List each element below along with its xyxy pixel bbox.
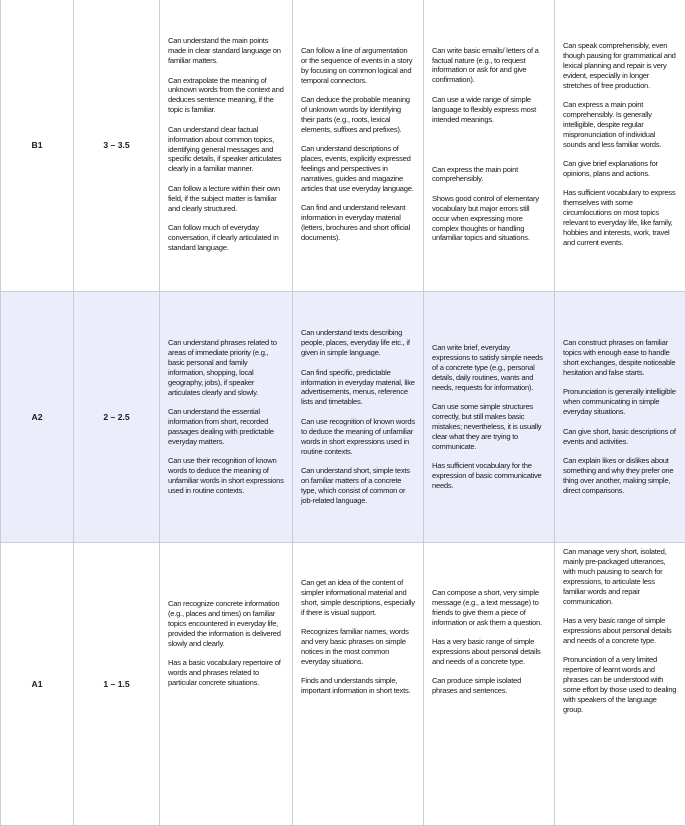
writing-cell [424, 292, 555, 543]
descriptor: Can get an idea of the content of simpler informational material and short, simple descriptions, especially if there is visual support. [301, 578, 415, 618]
speaking-cell [555, 292, 685, 543]
descriptor: Can express a main point comprehensibly. Is generally intelligible, despite regular mispronunciation of individual sounds and less familiar words. [563, 100, 677, 150]
speaking-cell [555, 543, 685, 826]
level-cell: B1 [1, 0, 74, 292]
descriptor: Can write basic emails/ letters of a factual nature (e.g., to request information or ask for and give confirmation). [432, 46, 546, 86]
descriptor: Can compose a short, very simple message (e.g., a text message) to friends to give them a piece of information or ask them a question. [432, 588, 546, 628]
descriptor: Can use some simple structures correctly, but still makes basic mistakes; nevertheless, it is usually clear what they are trying to communicate. [432, 402, 546, 452]
listening-cell [160, 0, 293, 292]
descriptor: Can manage very short, isolated, mainly pre-packaged utterances, with much pausing to search for expressions, to articulate less familiar words and repair communication. [563, 547, 677, 606]
descriptor: Pronunciation of a very limited repertoire of learnt words and phrases can be understood with some effort by those used to dealing with speakers of the language group. [563, 655, 677, 714]
listening-cell [160, 292, 293, 543]
level-cell: A2 [1, 292, 74, 543]
speaking-cell [555, 0, 685, 292]
descriptor: Can speak comprehensibly, even though pausing for grammatical and lexical planning and repair is very evident, especially in longer stretches of free production. [563, 41, 677, 91]
descriptor: Has sufficient vocabulary to express themselves with some circumlocutions on most topics relevant to everyday life, like family, hobbies and interests, work, travel and current events. [563, 188, 677, 247]
descriptor: Shows good control of elementary vocabulary but major errors still occur when expressing more complex thoughts or handling unfamiliar topics and situations. [432, 194, 546, 244]
descriptor: Can extrapolate the meaning of unknown words from the context and deduces sentence meaning, if the topic is familiar. [168, 76, 284, 116]
descriptor: Can give brief explanations for opinions, plans and actions. [563, 159, 677, 179]
score-range-cell: 2 – 2.5 [74, 292, 160, 543]
descriptor: Can understand the main points made in clear standard language on familiar matters. [168, 36, 284, 66]
descriptor: Can express the main point comprehensibly. [432, 165, 546, 185]
level-cell: A1 [1, 543, 74, 826]
descriptor: Finds and understands simple, important information in short texts. [301, 676, 415, 696]
descriptor: Can construct phrases on familiar topics with enough ease to handle short exchanges, despite noticeable hesitation and false starts. [563, 338, 677, 378]
writing-cell [424, 0, 555, 292]
score-range-cell: 1 – 1.5 [74, 543, 160, 826]
descriptor: Can use their recognition of known words to deduce the meaning of unfamiliar words in short expressions used in routine contexts. [168, 456, 284, 496]
descriptor: Can give short, basic descriptions of events and activities. [563, 427, 677, 447]
descriptor: Can find specific, predictable information in everyday material, like advertisements, menus, reference lists and timetables. [301, 368, 415, 408]
score-range-cell: 3 – 3.5 [74, 0, 160, 292]
descriptor: Has a basic vocabulary repertoire of words and phrases related to particular concrete situations. [168, 658, 284, 688]
descriptor: Can understand phrases related to areas of immediate priority (e.g., basic personal and family information, shopping, local geography, jobs), if speaker articulates clearly and slowly. [168, 338, 284, 397]
descriptor: Can use a wide range of simple language to flexibly express most intended meanings. [432, 95, 546, 125]
descriptor: Recognizes familiar names, words and very basic phrases on simple notices in the most common everyday situations. [301, 627, 415, 667]
descriptor: Can follow much of everyday conversation, if clearly articulated in standard language. [168, 223, 284, 253]
descriptor: Can understand short, simple texts on familiar matters of a concrete type, which consist of common or job-related language. [301, 466, 415, 506]
descriptor: Has a very basic range of simple expressions about personal details and needs of a concrete type. [563, 616, 677, 646]
table-row [1, 292, 685, 543]
descriptor: Can recognize concrete information (e.g., places and times) on familiar topics encountered in everyday life, provided the information is delivered slowly and clearly. [168, 599, 284, 649]
descriptor: Can follow a line of argumentation or the sequence of events in a story by focusing on common logical and temporal connectors. [301, 46, 415, 86]
descriptor: Can explain likes or dislikes about something and why they prefer one thing over another, making simple, direct comparisons. [563, 456, 677, 496]
descriptor: Can find and understand relevant information in everyday material (letters, brochures and short official documents). [301, 203, 415, 243]
descriptor: Pronunciation is generally intelligible when communicating in simple everyday situations. [563, 387, 677, 417]
descriptor: Has sufficient vocabulary for the expression of basic communicative needs. [432, 461, 546, 491]
descriptor: Can understand descriptions of places, events, explicitly expressed feelings and perspectives in narratives, guides and magazine articles that use everyday language. [301, 144, 415, 194]
table-row [1, 0, 685, 292]
descriptor: Can understand texts describing people, places, everyday life etc., if given in simple language. [301, 328, 415, 358]
descriptor: Can write brief, everyday expressions to satisfy simple needs of a concrete type (e.g., personal details, daily routines, wants and needs, requests for information). [432, 343, 546, 393]
descriptor: Can produce simple isolated phrases and sentences. [432, 676, 546, 696]
reading-cell [293, 0, 424, 292]
reading-cell [293, 543, 424, 826]
table-row [1, 543, 685, 826]
descriptor: Can understand clear factual information about common topics, identifying general messages and specific details, if speaker articulates clearly in a familiar manner. [168, 125, 284, 175]
descriptor: Can follow a lecture within their own field, if the subject matter is familiar and clearly structured. [168, 184, 284, 214]
listening-cell [160, 543, 293, 826]
descriptor: Can understand the essential information from short, recorded passages dealing with predictable everyday matters. [168, 407, 284, 447]
descriptor: Has a very basic range of simple expressions about personal details and needs of a concrete type. [432, 637, 546, 667]
descriptor: Can use recognition of known words to deduce the meaning of unfamiliar words in short expressions used in routine contexts. [301, 417, 415, 457]
descriptor: Can deduce the probable meaning of unknown words by identifying their parts (e.g., roots, lexical elements, suffixes and prefixes). [301, 95, 415, 135]
writing-cell [424, 543, 555, 826]
reading-cell [293, 292, 424, 543]
